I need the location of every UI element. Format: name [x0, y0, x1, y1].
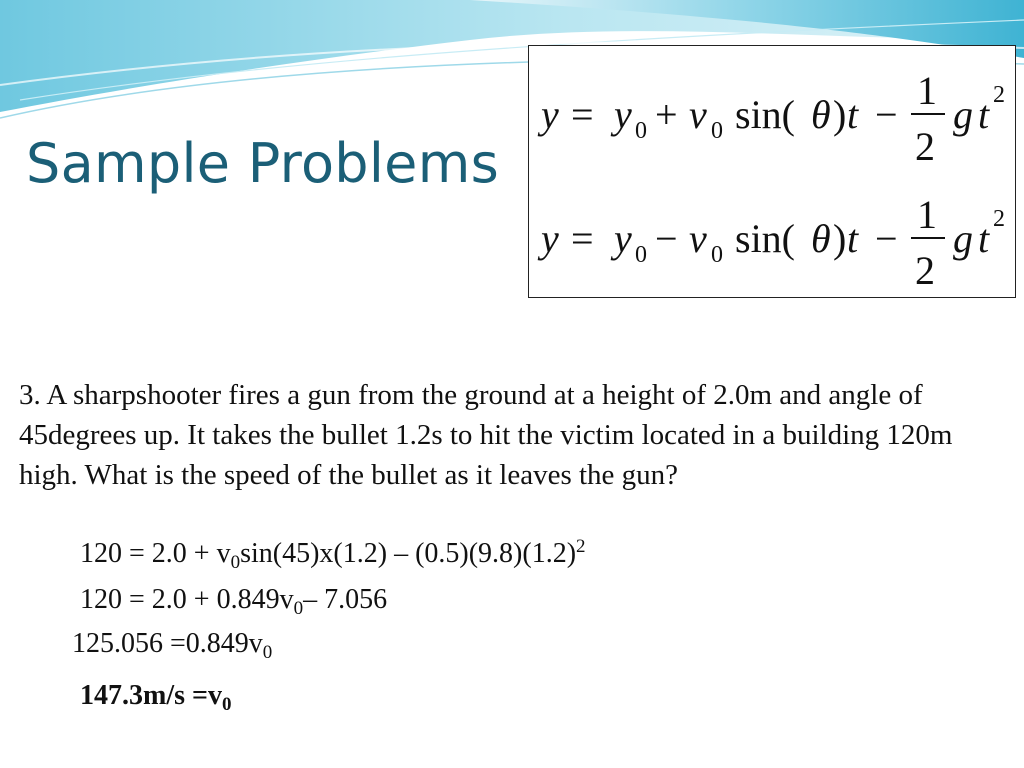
formula-2-exponent: 2 — [993, 206, 1005, 232]
formula-2-theta: θ — [811, 216, 831, 261]
formula-2-t-squared: t — [978, 216, 990, 261]
solution-step-2 — [80, 584, 388, 619]
formula-line-1 — [537, 68, 1005, 169]
step-1-subscript: 0 — [230, 552, 241, 573]
formula-1-plus: + — [655, 92, 678, 137]
formula-1-equals: = — [571, 92, 594, 137]
formula-1-y: y — [541, 92, 559, 137]
formula-1-theta: θ — [811, 92, 831, 137]
step-1-superscript: 2 — [576, 536, 586, 557]
formula-1-g: g — [953, 92, 973, 137]
formula-1-y0: y — [614, 92, 632, 137]
formula-2-y: y — [541, 216, 559, 261]
step-2-subscript: 0 — [293, 598, 304, 619]
formula-2-t: t — [847, 216, 859, 261]
answer-text: 147.3m/s =v — [80, 680, 222, 711]
formula-1-v0-sub: 0 — [711, 118, 723, 144]
problem-statement: 3. A sharpshooter fires a gun from the ground at a height of 2.0m and angle of 45degrees up. It takes the bullet 1.2s to hit the victim located in a building 120m high. What is the speed of the bullet as it leaves the gun? — [19, 379, 953, 491]
solution-step-1 — [80, 536, 586, 573]
formula-2-equals: = — [571, 216, 594, 261]
formula-1-half-numerator: 1 — [917, 68, 937, 113]
solution-step-3 — [72, 628, 273, 663]
step-2-text-a: 120 = 2.0 + 0.849v — [80, 584, 294, 615]
step-1-text-a: 120 = 2.0 + v — [80, 538, 231, 569]
formula-1-minus: − — [875, 92, 898, 137]
formula-2-g: g — [953, 216, 973, 261]
step-3-subscript: 0 — [262, 642, 273, 663]
answer-subscript: 0 — [221, 694, 232, 715]
formula-2-minus-2: − — [875, 216, 898, 261]
kinematics-formula-box — [528, 45, 1016, 298]
formula-1-exponent: 2 — [993, 82, 1005, 108]
formula-1-v0: v — [689, 92, 707, 137]
formula-2-minus: − — [655, 216, 678, 261]
formula-2-v0-sub: 0 — [711, 242, 723, 268]
formula-2-half-denominator: 2 — [915, 248, 935, 293]
solution-answer — [80, 680, 232, 715]
formula-1-half-denominator: 2 — [915, 124, 935, 169]
formula-1-sin: sin( — [735, 92, 795, 137]
step-1-text-b: sin(45)x(1.2) – (0.5)(9.8)(1.2) — [240, 538, 577, 569]
formula-2-v0: v — [689, 216, 707, 261]
formula-line-2 — [537, 192, 1005, 293]
step-3-text-a: 125.056 =0.849v — [72, 628, 263, 659]
slide-title: Sample Problems — [26, 132, 500, 195]
step-2-text-b: – 7.056 — [303, 584, 388, 615]
formula-2-sin: sin( — [735, 216, 795, 261]
formula-2-close-paren: ) — [833, 216, 847, 261]
formula-1-close-paren: ) — [833, 92, 847, 137]
formula-2-y0-sub: 0 — [635, 242, 647, 268]
formula-2-half-numerator: 1 — [917, 192, 937, 237]
formula-1-t-squared: t — [978, 92, 990, 137]
formula-2-y0: y — [614, 216, 632, 261]
formula-1-t: t — [847, 92, 859, 137]
formula-1-y0-sub: 0 — [635, 118, 647, 144]
